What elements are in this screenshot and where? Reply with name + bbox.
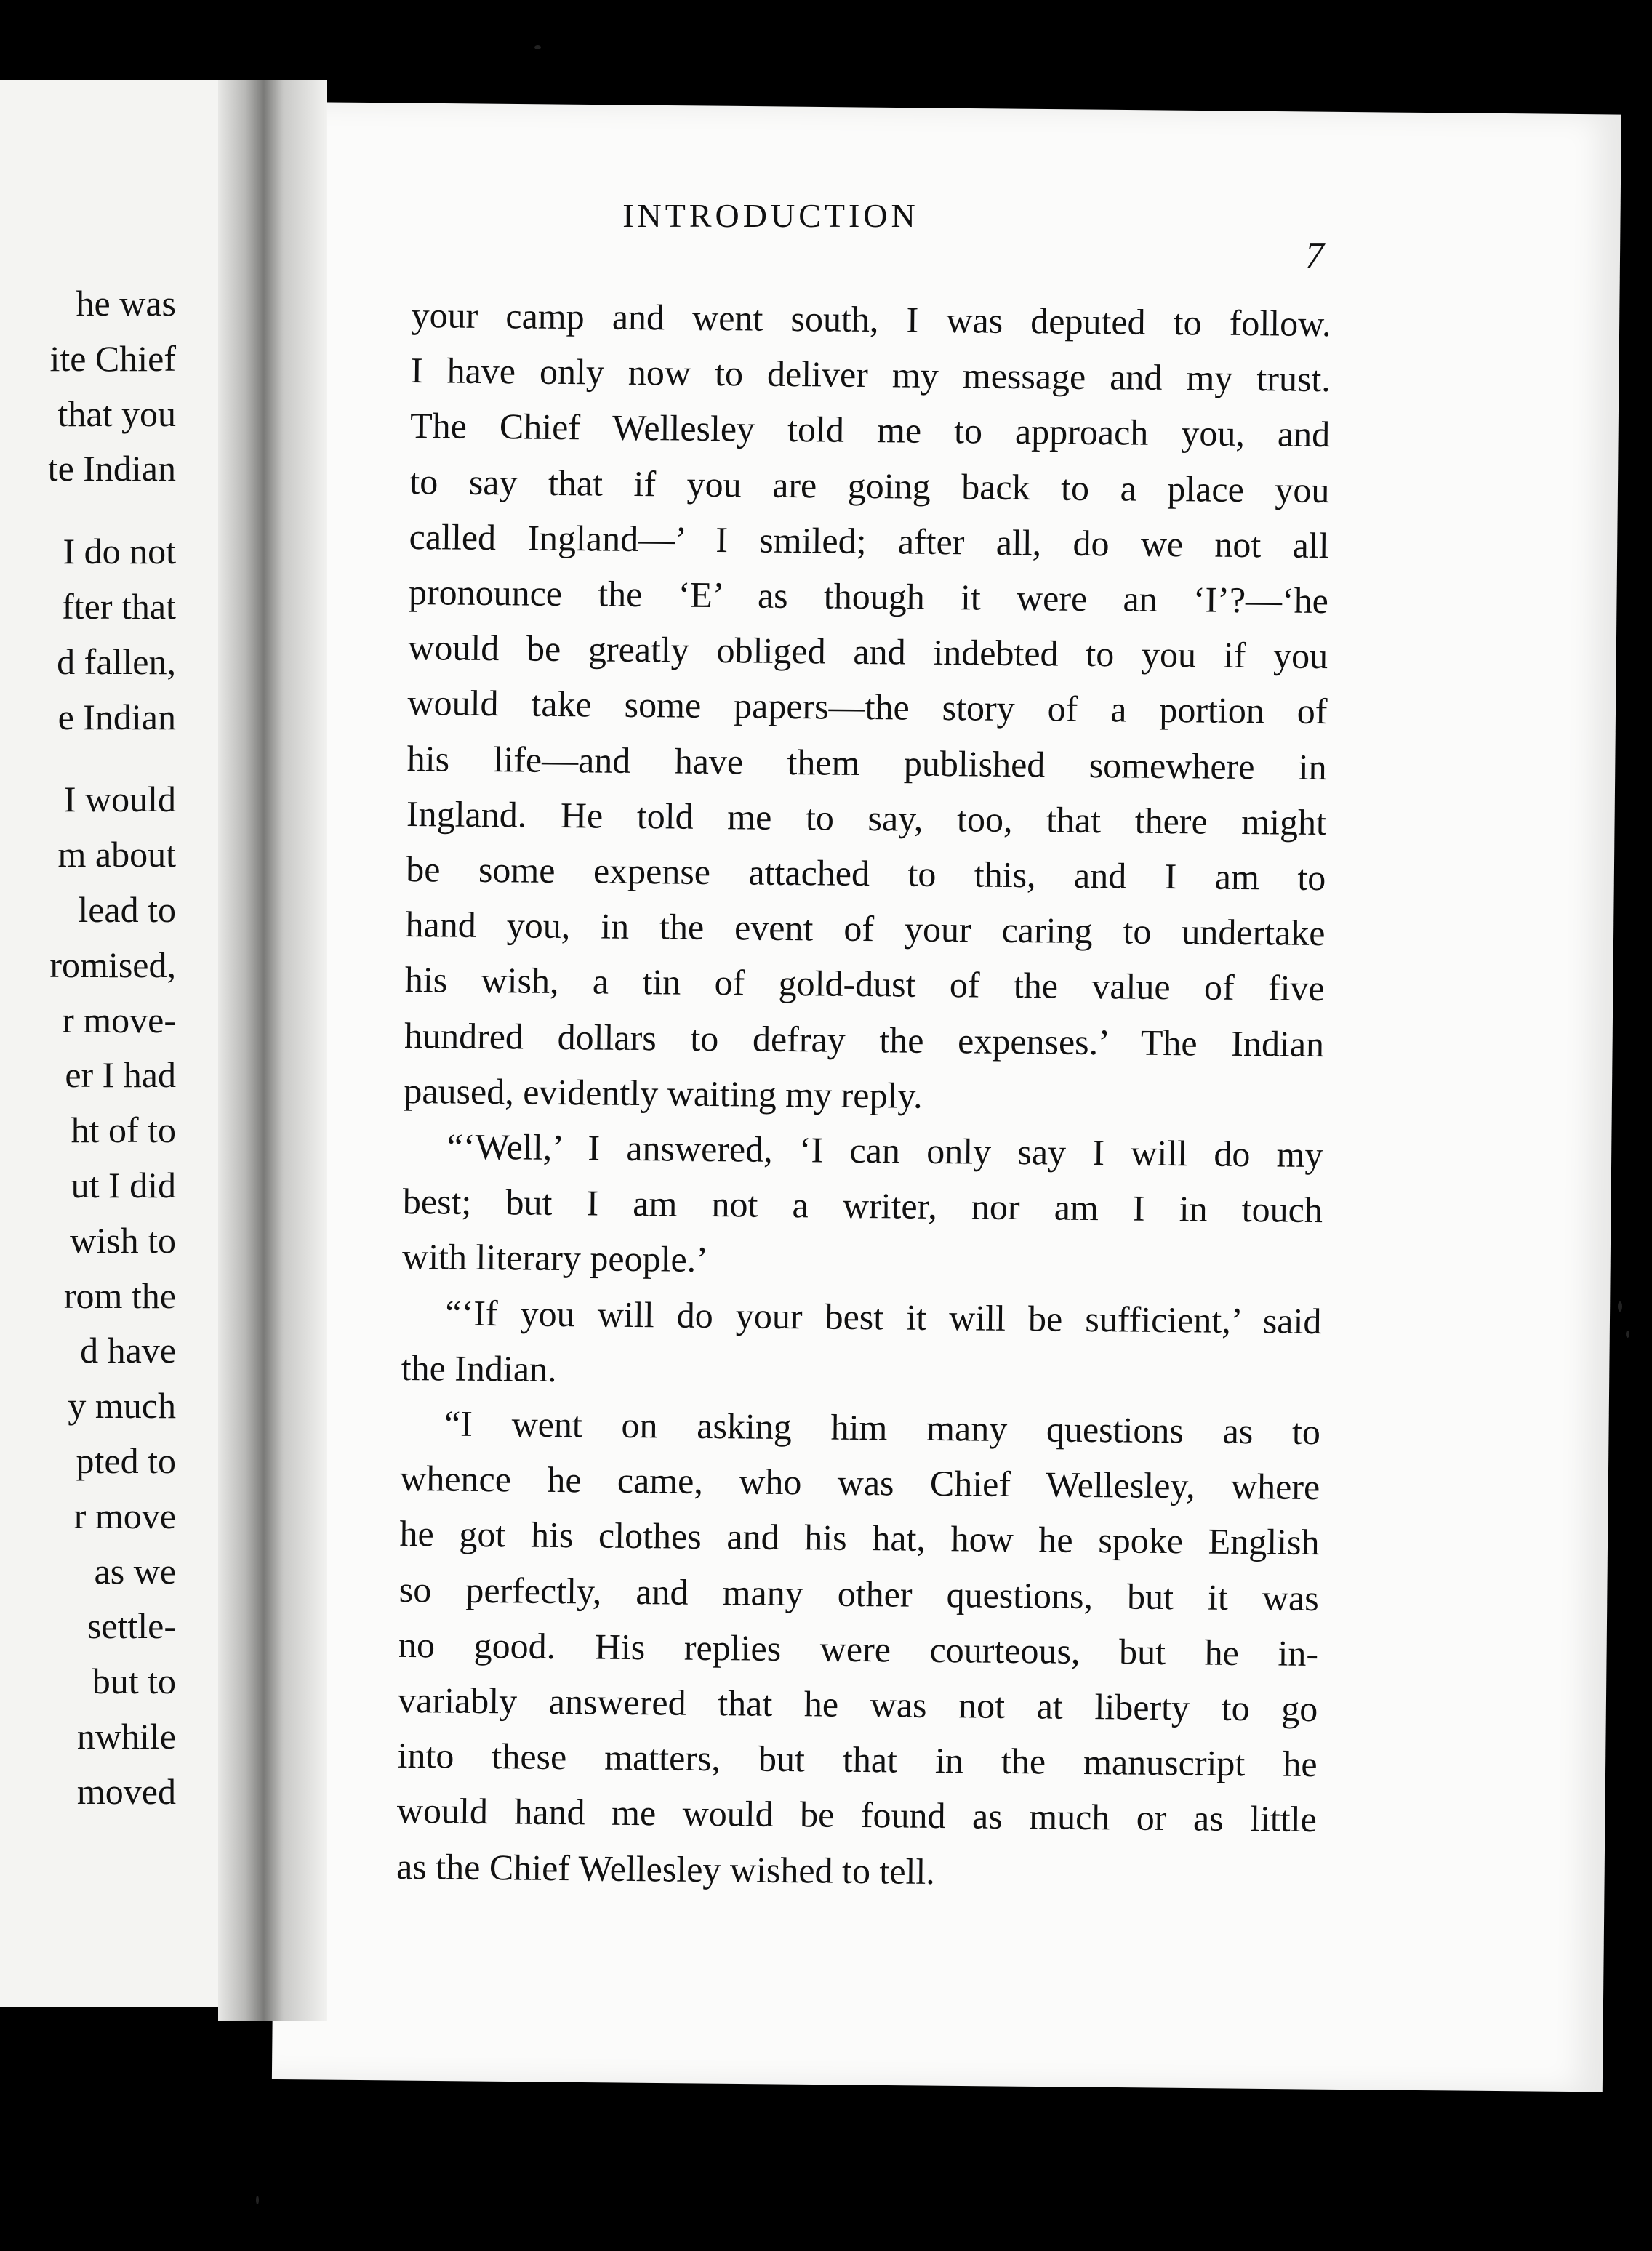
left-page-line: y much bbox=[68, 1385, 176, 1427]
left-page-line: moved bbox=[76, 1770, 176, 1812]
body-line: Ingland. He told me to say, too, that there might bbox=[406, 793, 1327, 843]
body-line: to say that if you are going back to a place you bbox=[409, 460, 1330, 510]
book-gutter-shadow bbox=[218, 80, 327, 2021]
left-page-line: ht of to bbox=[71, 1110, 176, 1151]
left-page-line: pted to bbox=[76, 1440, 176, 1481]
body-line: as the Chief Wellesley wished to tell. bbox=[396, 1845, 936, 1892]
left-page-line bbox=[0, 497, 176, 524]
body-line: be some expense attached to this, and I am to bbox=[406, 848, 1326, 899]
body-line: would hand me would be found as much or as little bbox=[396, 1790, 1318, 1840]
left-page-line: lead to bbox=[78, 888, 176, 930]
left-page-line: as we bbox=[94, 1550, 176, 1592]
body-line: paused, evidently waiting my reply. bbox=[404, 1070, 923, 1116]
body-line: best; but I am not a writer, nor am I in touch bbox=[402, 1181, 1323, 1231]
body-line: no good. His replies were courteous, but he in- bbox=[398, 1624, 1319, 1674]
page-number: 7 bbox=[1305, 235, 1324, 276]
scan-speck bbox=[1626, 1331, 1629, 1338]
body-line: the Indian. bbox=[401, 1347, 557, 1389]
body-line: his life—and have them published somewhere in bbox=[406, 737, 1327, 787]
body-line: whence he came, who was Chief Wellesley, where bbox=[400, 1458, 1320, 1508]
left-page-line: ite Chief bbox=[49, 337, 176, 379]
body-line: pronounce the ‘E’ as though it were an ‘I’?—‘he bbox=[408, 571, 1329, 622]
body-line: hand you, in the event of your caring to undertake bbox=[405, 904, 1326, 954]
left-page-line: ut I did bbox=[71, 1164, 176, 1205]
scan-speck bbox=[534, 45, 541, 49]
body-line: “I went on asking him many questions as to bbox=[444, 1403, 1321, 1453]
body-line: your camp and went south, I was deputed to follow. bbox=[411, 294, 1331, 345]
left-page-line: settle- bbox=[87, 1605, 176, 1647]
left-page-line: nwhile bbox=[76, 1715, 176, 1757]
body-line: would take some papers—the story of a portion of bbox=[407, 682, 1328, 732]
body-line: called Ingland—’ I smiled; after all, do we not all bbox=[409, 515, 1329, 566]
body-line: “‘Well,’ I answered, ‘I can only say I will do my bbox=[446, 1126, 1323, 1176]
scan-speck bbox=[1618, 1301, 1622, 1312]
left-page-line: m about bbox=[57, 834, 176, 875]
left-page-line: I would bbox=[63, 779, 176, 820]
left-page-line bbox=[0, 745, 176, 772]
body-line: his wish, a tin of gold-dust of the value of five bbox=[404, 959, 1326, 1009]
left-page-line: romised, bbox=[49, 944, 176, 985]
body-line: The Chief Wellesley told me to approach you, and bbox=[409, 405, 1331, 455]
left-page-line: er I had bbox=[65, 1054, 176, 1096]
body-line: with literary people.’ bbox=[401, 1236, 709, 1280]
left-page-line: rom the bbox=[63, 1275, 176, 1316]
left-page-line: he was bbox=[76, 283, 176, 324]
left-page-line: that you bbox=[57, 393, 176, 434]
left-page-line: r move bbox=[73, 1495, 176, 1536]
left-page-line: fter that bbox=[62, 585, 176, 627]
body-text bbox=[396, 287, 1331, 1903]
body-line: he got his clothes and his hat, how he spoke English bbox=[399, 1513, 1320, 1563]
left-page-line: d have bbox=[80, 1330, 176, 1371]
body-line: “‘If you will do your best it will be sufficient,’ said bbox=[445, 1292, 1322, 1341]
left-page-line: but to bbox=[92, 1661, 176, 1702]
body-line: variably answered that he was not at liberty to go bbox=[398, 1679, 1318, 1730]
body-line: into these matters, but that in the manuscript he bbox=[397, 1735, 1318, 1785]
left-page-line: wish to bbox=[70, 1219, 176, 1261]
left-page-line: I do not bbox=[63, 531, 176, 572]
left-page-line: e Indian bbox=[57, 696, 176, 737]
body-line: hundred dollars to defray the expenses.’ The Indian bbox=[404, 1014, 1325, 1064]
left-page-line: d fallen, bbox=[57, 641, 176, 682]
running-head: INTRODUCTION bbox=[622, 197, 919, 234]
body-line: so perfectly, and many other questions, but it was bbox=[398, 1568, 1320, 1618]
left-page-line: r move- bbox=[62, 999, 176, 1040]
scan-speck bbox=[256, 2196, 259, 2204]
body-line: would be greatly obliged and indebted to you if you bbox=[407, 627, 1328, 677]
left-page-text bbox=[0, 276, 176, 1820]
left-page-line: te Indian bbox=[47, 448, 176, 489]
body-line: I have only now to deliver my message and my trust. bbox=[410, 350, 1331, 400]
